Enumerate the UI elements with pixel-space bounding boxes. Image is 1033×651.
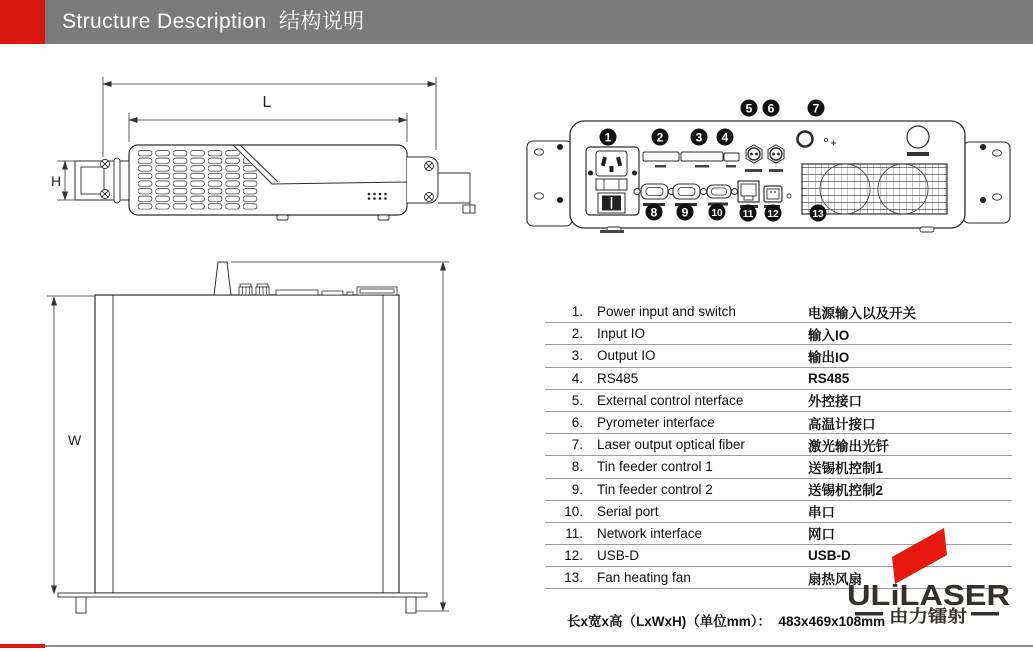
table-row xyxy=(545,434,1012,456)
row-label-zh: 输入IO xyxy=(808,327,850,343)
front-view-drawing xyxy=(40,55,485,265)
row-label-zh: 送锡机控制2 xyxy=(808,483,884,499)
callout-2: 2 xyxy=(656,130,664,145)
callout-10: 10 xyxy=(711,207,723,219)
callout-11: 11 xyxy=(742,208,754,220)
row-label-en: Fan heating fan xyxy=(597,570,691,586)
row-label-zh: 电源输入以及开关 xyxy=(808,305,916,321)
callout-7: 7 xyxy=(812,101,820,116)
dimension-note-value: 483x469x108mm xyxy=(778,614,886,629)
row-number: 7. xyxy=(571,437,583,453)
row-number: 10. xyxy=(564,503,583,519)
table-row xyxy=(545,456,1012,478)
footer-rule xyxy=(45,645,1033,647)
callout-4: 4 xyxy=(721,130,729,145)
row-label-en: Network interface xyxy=(597,525,703,541)
row-label-en: RS485 xyxy=(597,370,639,386)
row-label-en: USB-D xyxy=(597,548,640,564)
logo-wordmark: ULiLASER xyxy=(847,580,1011,612)
row-label-zh: RS485 xyxy=(808,370,850,386)
row-label-en: Laser output optical fiber xyxy=(597,437,745,453)
footer-accent-segment xyxy=(0,644,45,648)
page-title: Structure Description 结构说明 xyxy=(62,10,365,33)
row-label-en: Tin feeder control 1 xyxy=(597,459,713,475)
row-number: 13. xyxy=(564,570,583,586)
dim-label-H: H xyxy=(50,173,62,189)
table-row xyxy=(545,345,1012,367)
callout-8: 8 xyxy=(650,205,658,220)
row-number: 3. xyxy=(571,348,583,364)
logo-dash-right xyxy=(971,612,999,616)
row-number: 4. xyxy=(571,370,583,386)
row-label-en: Pyrometer interface xyxy=(597,415,715,431)
panel-foot xyxy=(920,227,934,232)
vent-grille-front xyxy=(138,150,260,210)
rear-panel-drawing xyxy=(515,88,1025,243)
callout-6: 6 xyxy=(767,101,775,116)
fan-grille-icon xyxy=(802,164,947,214)
table-row xyxy=(545,368,1012,390)
row-number: 2. xyxy=(571,326,583,342)
logo-parallelogram-icon xyxy=(892,528,947,584)
callout-12: 12 xyxy=(767,208,779,220)
callout-9: 9 xyxy=(681,205,689,220)
row-label-en: Tin feeder control 2 xyxy=(597,481,713,497)
row-number: 11. xyxy=(565,525,583,541)
bolt-hatch xyxy=(243,287,267,295)
row-label-en: Input IO xyxy=(597,326,646,342)
row-number: 12. xyxy=(564,548,583,564)
row-number: 1. xyxy=(571,304,583,320)
row-label-zh: 外控接口 xyxy=(808,394,862,410)
row-label-zh: 激光输出光钎 xyxy=(808,438,889,454)
row-label-en: Output IO xyxy=(597,348,656,364)
callout-5: 5 xyxy=(745,101,753,116)
table-row xyxy=(545,301,1012,323)
row-label-en: Power input and switch xyxy=(597,304,736,320)
row-number: 5. xyxy=(571,392,583,408)
dim-label-L: L xyxy=(262,94,272,111)
callout-3: 3 xyxy=(695,130,703,145)
callout-13: 13 xyxy=(812,208,824,220)
row-number: 6. xyxy=(571,415,583,431)
dimension-note-label: 长x宽x高（LxWxH)（单位mm）： xyxy=(567,614,779,629)
chassis-top xyxy=(58,262,427,613)
header-accent-block xyxy=(0,0,45,44)
row-label-en: External control nterface xyxy=(597,392,744,408)
row-label-zh: 送锡机控制1 xyxy=(808,460,884,476)
row-label-zh: 扇热风扇 xyxy=(808,571,862,587)
row-label-zh: 网口 xyxy=(808,527,835,543)
callout-1: 1 xyxy=(604,130,612,145)
row-number: 9. xyxy=(571,481,583,497)
row-label-zh: 高温计接口 xyxy=(808,416,876,432)
table-row xyxy=(545,390,1012,412)
row-label-zh: 串口 xyxy=(808,505,835,521)
top-view-drawing xyxy=(40,255,460,625)
row-label-en: Serial port xyxy=(597,503,659,519)
logo-chinese-name: 由力镭射 xyxy=(889,607,957,626)
row-number: 8. xyxy=(571,459,583,475)
dimension-note xyxy=(567,610,885,630)
table-row xyxy=(545,412,1012,434)
header-bar xyxy=(0,0,1033,44)
table-row xyxy=(545,323,1012,345)
table-row xyxy=(545,479,1012,501)
dim-label-W: W xyxy=(68,432,82,448)
row-label-zh: USB-D xyxy=(808,548,851,564)
row-label-zh: 输出IO xyxy=(808,349,850,365)
right-bracket xyxy=(438,173,475,213)
